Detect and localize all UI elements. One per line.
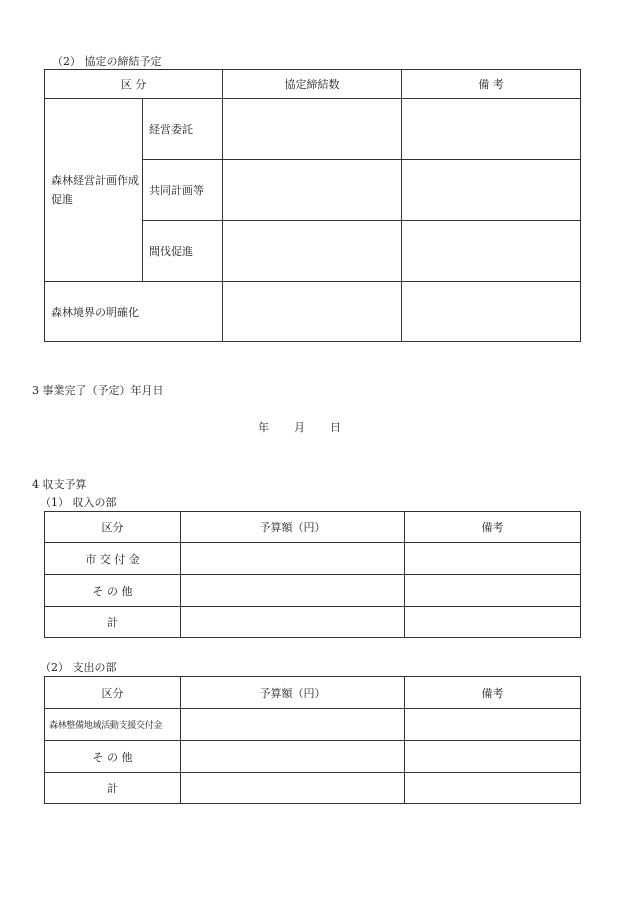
agreement-count-cell[interactable] xyxy=(223,99,402,160)
agreement-count-cell[interactable] xyxy=(223,160,402,221)
remarks-cell[interactable] xyxy=(405,607,581,638)
expense-total-label: 計 xyxy=(45,773,181,804)
header-category: 区分 xyxy=(45,677,181,709)
header-category: 区 分 xyxy=(45,70,223,99)
income-row-label: 市 交 付 金 xyxy=(45,543,181,575)
date-year-label: 年 xyxy=(258,421,269,434)
remarks-cell[interactable] xyxy=(405,773,581,804)
expense-heading: （2） 支出の部 xyxy=(40,661,117,674)
date-month-label: 月 xyxy=(294,421,305,434)
budget-amount-cell[interactable] xyxy=(181,709,405,741)
budget-amount-cell[interactable] xyxy=(181,575,405,607)
date-day-label: 日 xyxy=(330,421,341,434)
header-category: 区分 xyxy=(45,512,181,543)
income-table xyxy=(44,511,581,638)
sub-row-label: 経営委託 xyxy=(143,99,223,160)
sub-row-label: 共同計画等 xyxy=(143,160,223,221)
remarks-cell[interactable] xyxy=(402,99,581,160)
remarks-cell[interactable] xyxy=(405,709,581,741)
income-row-label: そ の 他 xyxy=(45,575,181,607)
remarks-cell[interactable] xyxy=(402,160,581,221)
expense-table xyxy=(44,676,581,804)
income-heading: （1） 収入の部 xyxy=(40,496,117,509)
remarks-cell[interactable] xyxy=(402,221,581,282)
budget-amount-cell[interactable] xyxy=(181,607,405,638)
boundary-row-label: 森林境界の明確化 xyxy=(45,282,223,342)
header-budget-amount: 予算額（円） xyxy=(181,677,405,709)
budget-amount-cell[interactable] xyxy=(181,543,405,575)
sub-row-label: 間伐促進 xyxy=(143,221,223,282)
remarks-cell[interactable] xyxy=(405,741,581,773)
header-budget-amount: 予算額（円） xyxy=(181,512,405,543)
header-remarks: 備 考 xyxy=(402,70,581,99)
agreement-count-cell[interactable] xyxy=(223,282,402,342)
remarks-cell[interactable] xyxy=(405,543,581,575)
agreement-section-heading: （2） 協定の締結予定 xyxy=(52,55,162,68)
agreement-table xyxy=(44,69,581,342)
remarks-cell[interactable] xyxy=(402,282,581,342)
completion-date-heading: 3 事業完了（予定）年月日 xyxy=(32,384,164,397)
budget-heading: 4 収支予算 xyxy=(32,478,87,491)
income-total-label: 計 xyxy=(45,607,181,638)
budget-amount-cell[interactable] xyxy=(181,741,405,773)
remarks-cell[interactable] xyxy=(405,575,581,607)
expense-row-label: そ の 他 xyxy=(45,741,181,773)
expense-row-label: 森林整備地域活動支援交付金 xyxy=(45,709,181,741)
header-remarks: 備考 xyxy=(405,512,581,543)
header-remarks: 備考 xyxy=(405,677,581,709)
group-label: 森林経営計画作成促進 xyxy=(45,99,143,282)
header-agreement-count: 協定締結数 xyxy=(223,70,402,99)
agreement-count-cell[interactable] xyxy=(223,221,402,282)
budget-amount-cell[interactable] xyxy=(181,773,405,804)
